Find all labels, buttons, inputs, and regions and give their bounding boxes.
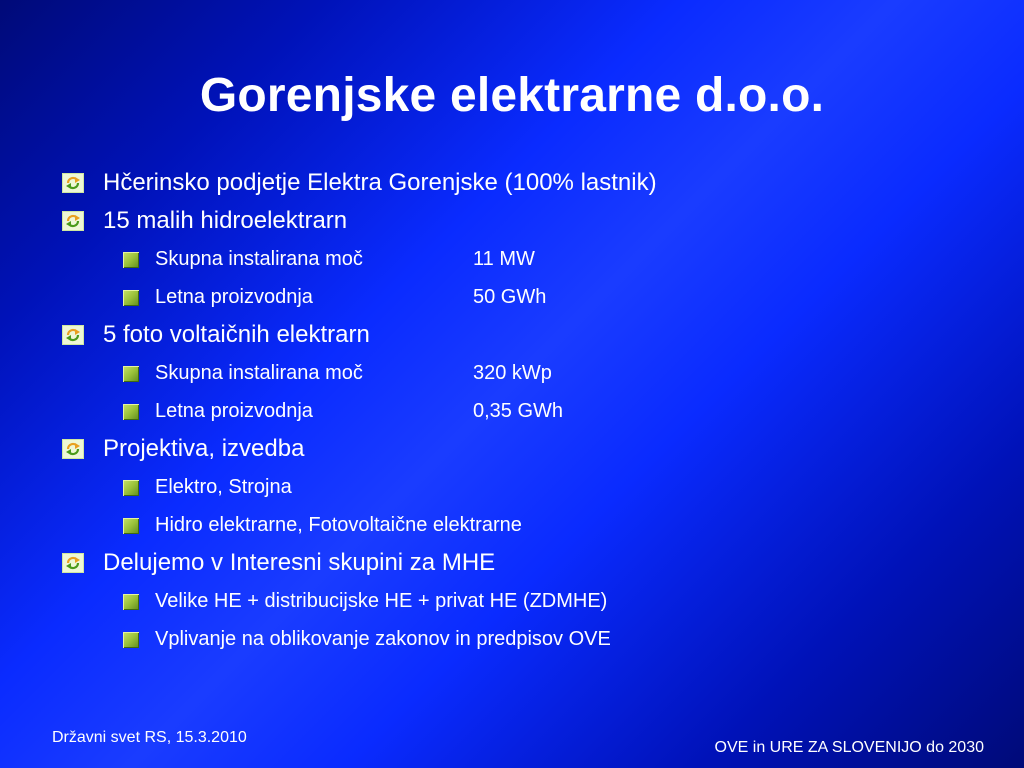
sub-bullet-term: Skupna instalirana moč [155, 362, 363, 384]
sub-bullet-item [60, 582, 1000, 620]
sub-bullet-value: 50 GWh [473, 286, 547, 308]
bullet-list [60, 164, 1000, 658]
sub-bullet-text: Velike HE + distribucijske HE + privat HE (ZDMHE) [155, 590, 608, 612]
sub-bullet-value: 0,35 GWh [473, 400, 564, 422]
footer-date: Državni svet RS, 15.3.2010 [52, 729, 247, 746]
sub-bullet-item [60, 620, 1000, 658]
bullet-text: 15 malih hidroelektrarn [103, 207, 348, 234]
recycle-arrows-icon [62, 553, 84, 573]
sub-bullet-value: 320 kWp [473, 362, 552, 384]
bullet-item [60, 316, 1000, 354]
bullet-text: 5 foto voltaičnih elektrarn [103, 321, 370, 348]
green-square-icon [123, 632, 139, 648]
sub-bullet-item [60, 468, 1000, 506]
sub-bullet-item [60, 354, 1000, 392]
green-square-icon [123, 366, 139, 382]
green-square-icon [123, 252, 139, 268]
sub-bullet-value: 11 MW [473, 248, 535, 270]
slide-title: Gorenjske elektrarne d.o.o. [199, 69, 825, 122]
sub-bullet-text: Vplivanje na oblikovanje zakonov in predpisov OVE [155, 628, 611, 650]
footer-presentation-title: OVE in URE ZA SLOVENIJO do 2030 [714, 739, 984, 756]
sub-bullet-term: Skupna instalirana moč [155, 248, 363, 270]
sub-bullet-term: Letna proizvodnja [155, 400, 313, 422]
bullet-item [60, 164, 1000, 202]
recycle-arrows-icon [62, 173, 84, 193]
bullet-item [60, 430, 1000, 468]
bullet-text: Projektiva, izvedba [103, 435, 305, 462]
sub-bullet-item [60, 506, 1000, 544]
green-square-icon [123, 518, 139, 534]
green-square-icon [123, 290, 139, 306]
sub-bullet-term: Letna proizvodnja [155, 286, 313, 308]
bullet-text: Hčerinsko podjetje Elektra Gorenjske (100% lastnik) [103, 169, 657, 196]
sub-bullet-text: Elektro, Strojna [155, 476, 292, 498]
green-square-icon [123, 594, 139, 610]
sub-bullet-item [60, 392, 1000, 430]
recycle-arrows-icon [62, 439, 84, 459]
bullet-text: Delujemo v Interesni skupini za MHE [103, 549, 496, 576]
green-square-icon [123, 404, 139, 420]
bullet-item [60, 202, 1000, 240]
sub-bullet-item [60, 240, 1000, 278]
sub-bullet-text: Hidro elektrarne, Fotovoltaične elektrarne [155, 514, 522, 536]
bullet-item [60, 544, 1000, 582]
recycle-arrows-icon [62, 325, 84, 345]
recycle-arrows-icon [62, 211, 84, 231]
sub-bullet-item [60, 278, 1000, 316]
green-square-icon [123, 480, 139, 496]
